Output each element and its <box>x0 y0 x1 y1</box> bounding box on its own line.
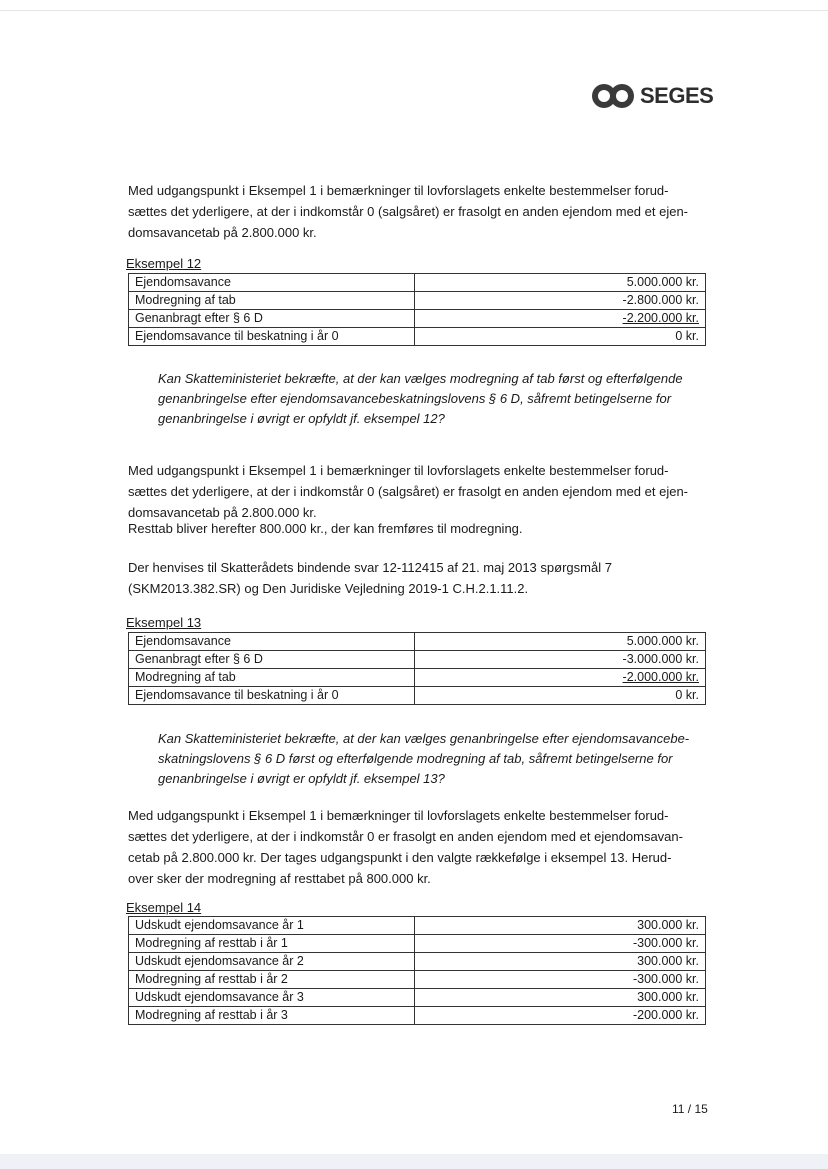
seges-logo <box>590 80 713 112</box>
logo-text: SEGES <box>640 83 714 108</box>
table-row: Genanbragt efter § 6 D -2.200.000 kr. <box>129 310 706 328</box>
table-row: Modregning af resttab i år 1 -300.000 kr. <box>129 935 706 953</box>
example-13-table <box>128 632 706 705</box>
paragraph-resttab: Resttab bliver herefter 800.000 kr., der kan fremføres til modregning. <box>128 521 523 536</box>
example-12-table <box>128 273 706 346</box>
question-13: Kan Skatteministeriet bekræfte, at der kan vælges genanbringelse efter ejendomsavancebe- skatningslovens § 6 D først og efterfølgende modregning af tab, såfremt betingelserne for genanbringelse i øvrigt er opfyldt jf. eksempel 13? <box>158 731 690 786</box>
table-row: Ejendomsavance til beskatning i år 0 0 kr. <box>129 687 706 705</box>
table-row: Ejendomsavance 5.000.000 kr. <box>129 633 706 651</box>
paragraph-intro-14: Med udgangspunkt i Eksempel 1 i bemærkninger til lovforslagets enkelte bestemmelser forud- sættes det yderligere, at der i indkomstår 0 er frasolgt en anden ejendom med et ejendomsavan- cetab på 2.800.000 kr. Der tages udgangspunkt i den valgte rækkefølge i eksempel 13. Herud- over sker der modregning af resttabet på 800.000 kr. <box>128 808 683 886</box>
table-row: Ejendomsavance 5.000.000 kr. <box>129 274 706 292</box>
table-row: Genanbragt efter § 6 D -3.000.000 kr. <box>129 651 706 669</box>
paragraph-intro-13: Med udgangspunkt i Eksempel 1 i bemærkninger til lovforslagets enkelte bestemmelser forud- sættes det yderligere, at der i indkomstår 0 (salgsåret) er frasolgt en anden ejendom med et ejen- domsavancetab på 2.800.000 kr. <box>128 463 689 520</box>
seges-logo-icon <box>590 82 636 110</box>
table-row: Modregning af resttab i år 2 -300.000 kr. <box>129 971 706 989</box>
example-13-title: Eksempel 13 <box>126 615 202 630</box>
example-12-title: Eksempel 12 <box>126 256 202 271</box>
page-bottom-edge <box>0 1154 828 1169</box>
example-14-table <box>128 916 706 1025</box>
table-row: Ejendomsavance til beskatning i år 0 0 kr. <box>129 328 706 346</box>
table-row: Udskudt ejendomsavance år 3 300.000 kr. <box>129 989 706 1007</box>
page-top-edge <box>0 10 828 11</box>
paragraph-reference: Der henvises til Skatterådets bindende svar 12-112415 af 21. maj 2013 spørgsmål 7 (SKM2013.382.SR) og Den Juridiske Vejledning 2019-1 C.H.2.1.11.2. <box>128 560 612 596</box>
page-number: 11 / 15 <box>672 1102 708 1116</box>
paragraph-intro-12: Med udgangspunkt i Eksempel 1 i bemærkninger til lovforslagets enkelte bestemmelser forud- sættes det yderligere, at der i indkomstår 0 (salgsåret) er frasolgt en anden ejendom med et ejen- domsavancetab på 2.800.000 kr. <box>128 183 689 240</box>
table-row: Modregning af tab -2.000.000 kr. <box>129 669 706 687</box>
table-row: Modregning af resttab i år 3 -200.000 kr. <box>129 1007 706 1025</box>
table-row: Modregning af tab -2.800.000 kr. <box>129 292 706 310</box>
table-row: Udskudt ejendomsavance år 2 300.000 kr. <box>129 953 706 971</box>
question-12: Kan Skatteministeriet bekræfte, at der kan vælges modregning af tab først og efterfølgende genanbringelse efter ejendomsavancebeskatningslovens § 6 D, såfremt betingelserne for genanbringelse i øvrigt er opfyldt jf. eksempel 12? <box>158 371 683 426</box>
table-row: Udskudt ejendomsavance år 1 300.000 kr. <box>129 917 706 935</box>
example-14-title: Eksempel 14 <box>126 900 202 915</box>
